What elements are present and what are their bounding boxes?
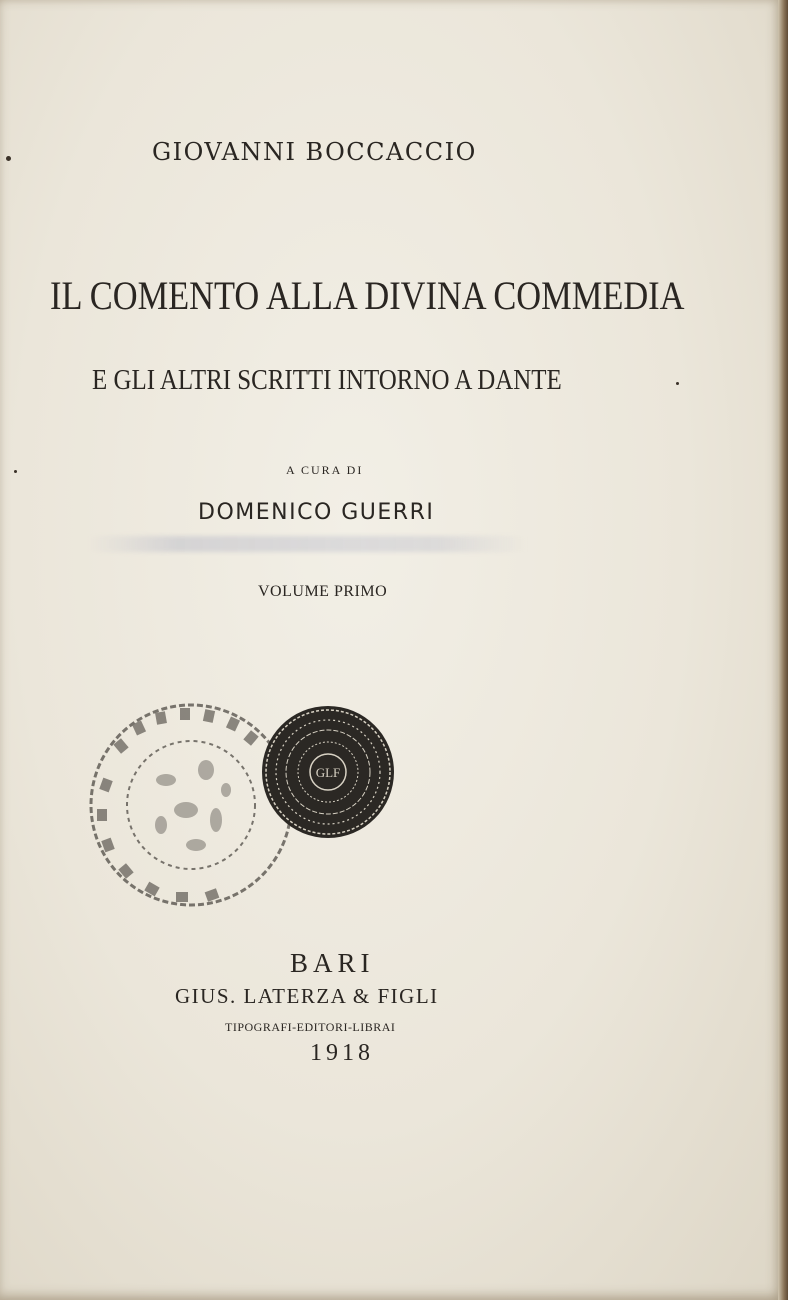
paper-speck	[6, 156, 11, 161]
book-subtitle: E GLI ALTRI SCRITTI INTORNO A DANTE	[92, 364, 562, 396]
publisher-name: GIUS. LATERZA & FIGLI	[175, 984, 439, 1008]
publication-year: 1918	[310, 1040, 374, 1066]
paper-speck	[14, 470, 17, 473]
paper-speck	[676, 382, 679, 385]
publisher-trades: TIPOGRAFI-EDITORI-LIBRAI	[225, 1020, 396, 1034]
book-title: IL COMENTO ALLA DIVINA COMMEDIA	[50, 273, 685, 318]
publisher-seal-icon	[260, 704, 396, 840]
show-through-text	[88, 536, 528, 552]
author-name: GIOVANNI BOCCACCIO	[152, 138, 477, 166]
seal-monogram: GLF	[315, 765, 341, 780]
editor-name: DOMENICO GUERRI	[198, 500, 435, 525]
volume-label: VOLUME PRIMO	[258, 583, 388, 600]
page-edge	[778, 0, 788, 1300]
editor-prefix: A CURA DI	[286, 463, 364, 477]
publication-city: BARI	[290, 948, 375, 978]
